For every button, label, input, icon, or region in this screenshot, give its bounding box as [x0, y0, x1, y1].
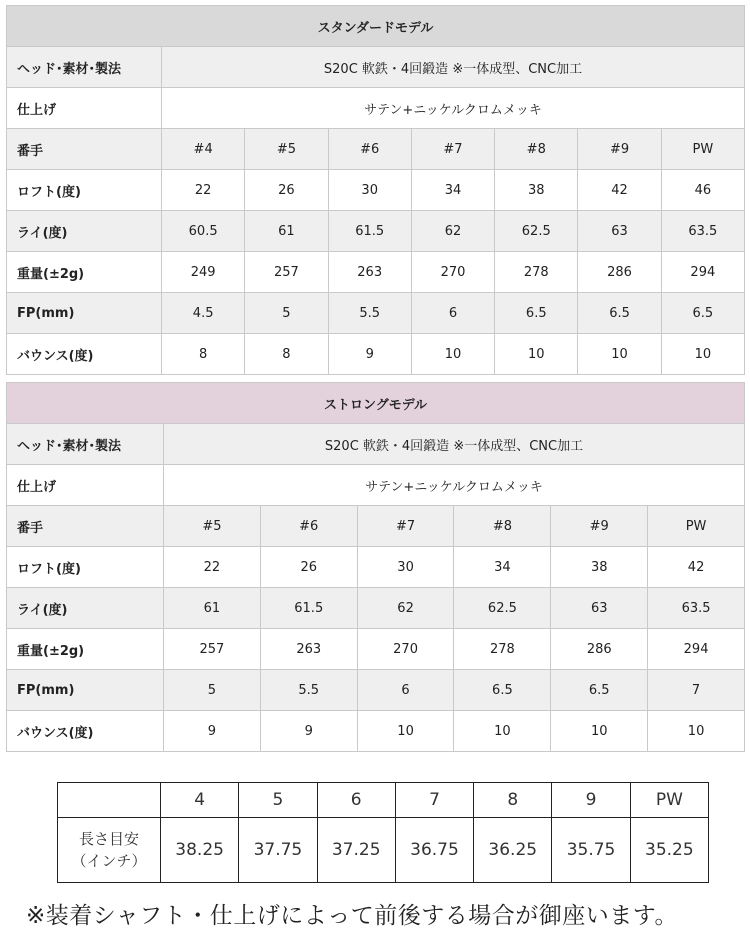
length-label-line1: 長さ目安 [78, 830, 139, 848]
length-label [58, 818, 161, 883]
table-cell: 61.5 [328, 211, 411, 252]
row-label: バウンス(度) [7, 711, 164, 752]
table-cell: 26 [260, 547, 357, 588]
length-value-row [58, 818, 709, 883]
shaft-length-table [57, 782, 709, 883]
table-cell: 8 [162, 334, 245, 375]
table-cell: 10 [411, 334, 494, 375]
row-label: FP(mm) [7, 293, 162, 334]
head-material-value: S20C 軟鉄・4回鍛造 ※一体成型、CNC加工 [164, 424, 745, 465]
row-label: FP(mm) [7, 670, 164, 711]
table-row [7, 588, 745, 629]
table-cell: 286 [578, 252, 661, 293]
standard-model-table [6, 5, 745, 375]
table-cell: 278 [495, 252, 578, 293]
table-cell: 22 [162, 170, 245, 211]
row-label: ロフト(度) [7, 170, 162, 211]
table-cell: #5 [164, 506, 261, 547]
table-cell: #5 [245, 129, 328, 170]
table-cell: #4 [162, 129, 245, 170]
table-cell: 26 [245, 170, 328, 211]
table-cell: 63 [578, 211, 661, 252]
table-row [7, 547, 745, 588]
head-material-row [7, 47, 745, 88]
head-material-value: S20C 軟鉄・4回鍛造 ※一体成型、CNC加工 [162, 47, 745, 88]
row-label: ライ(度) [7, 588, 164, 629]
footnote: ※装着シャフト・仕上げによって前後する場合が御座います。 [26, 903, 678, 929]
length-value: 35.25 [630, 818, 708, 883]
corner-cell [58, 783, 161, 818]
table-cell: #6 [260, 506, 357, 547]
table-cell: 9 [164, 711, 261, 752]
table-cell: 9 [328, 334, 411, 375]
table-row [7, 293, 745, 334]
table-row [7, 252, 745, 293]
table-cell: 5 [164, 670, 261, 711]
table-cell: 42 [648, 547, 745, 588]
model-title: スタンダードモデル [7, 6, 745, 47]
table-cell: 62 [411, 211, 494, 252]
table-cell: 30 [328, 170, 411, 211]
table-cell: 38 [495, 170, 578, 211]
table-cell: #8 [454, 506, 551, 547]
table-cell: 6.5 [495, 293, 578, 334]
table-cell: 61.5 [260, 588, 357, 629]
table-cell: 6.5 [551, 670, 648, 711]
row-label: 番手 [7, 506, 164, 547]
table-cell: 270 [411, 252, 494, 293]
table-cell: 60.5 [162, 211, 245, 252]
length-value: 36.75 [395, 818, 473, 883]
table-row [7, 129, 745, 170]
row-label: 仕上げ [7, 88, 162, 129]
table-cell: #9 [551, 506, 648, 547]
row-label: 仕上げ [7, 465, 164, 506]
club-number: 7 [395, 783, 473, 818]
row-label: 重量(±2g) [7, 629, 164, 670]
club-number: 5 [239, 783, 317, 818]
table-cell: 5 [245, 293, 328, 334]
table-cell: 10 [648, 711, 745, 752]
table-cell: 34 [454, 547, 551, 588]
table-cell: 62.5 [495, 211, 578, 252]
table-cell: 278 [454, 629, 551, 670]
table-cell: 38 [551, 547, 648, 588]
table-row [7, 334, 745, 375]
table-cell: 263 [328, 252, 411, 293]
row-label: 番手 [7, 129, 162, 170]
table-row [7, 506, 745, 547]
table-cell: 34 [411, 170, 494, 211]
table-cell: #6 [328, 129, 411, 170]
table-cell: 5.5 [328, 293, 411, 334]
table-cell: PW [648, 506, 745, 547]
table-cell: 46 [661, 170, 744, 211]
table-cell: 10 [661, 334, 744, 375]
table-cell: 62.5 [454, 588, 551, 629]
club-number: 4 [161, 783, 239, 818]
row-label: ヘッド･素材･製法 [7, 47, 162, 88]
length-label-line2: （インチ） [71, 852, 147, 870]
club-number: 6 [317, 783, 395, 818]
table-cell: 270 [357, 629, 454, 670]
row-label: ヘッド･素材･製法 [7, 424, 164, 465]
table-cell: 257 [164, 629, 261, 670]
length-value: 37.25 [317, 818, 395, 883]
table-cell: 263 [260, 629, 357, 670]
length-value: 35.75 [552, 818, 630, 883]
length-value: 37.75 [239, 818, 317, 883]
row-label: ライ(度) [7, 211, 162, 252]
row-label: バウンス(度) [7, 334, 162, 375]
length-value: 36.25 [474, 818, 552, 883]
table-cell: 4.5 [162, 293, 245, 334]
table-cell: #9 [578, 129, 661, 170]
finish-value: サテン+ニッケルクロムメッキ [164, 465, 745, 506]
table-row [7, 211, 745, 252]
table-row [7, 670, 745, 711]
table-row [7, 629, 745, 670]
table-cell: 10 [454, 711, 551, 752]
club-number: 9 [552, 783, 630, 818]
table-cell: #8 [495, 129, 578, 170]
table-cell: 63.5 [661, 211, 744, 252]
table-cell: 6.5 [578, 293, 661, 334]
table-cell: #7 [411, 129, 494, 170]
finish-row [7, 88, 745, 129]
length-header-row [58, 783, 709, 818]
table-cell: 6.5 [454, 670, 551, 711]
table-cell: 294 [661, 252, 744, 293]
table-cell: 6 [411, 293, 494, 334]
table-cell: 30 [357, 547, 454, 588]
table-cell: 7 [648, 670, 745, 711]
strong-model-table [6, 382, 745, 752]
table-cell: 8 [245, 334, 328, 375]
table-cell: 10 [495, 334, 578, 375]
table-cell: 61 [164, 588, 261, 629]
table-cell: 294 [648, 629, 745, 670]
table-cell: PW [661, 129, 744, 170]
table-cell: 249 [162, 252, 245, 293]
table-cell: #7 [357, 506, 454, 547]
finish-row [7, 465, 745, 506]
finish-value: サテン+ニッケルクロムメッキ [162, 88, 745, 129]
table-row [7, 170, 745, 211]
length-value: 38.25 [161, 818, 239, 883]
title-row [7, 383, 745, 424]
table-cell: 286 [551, 629, 648, 670]
head-material-row [7, 424, 745, 465]
row-label: 重量(±2g) [7, 252, 162, 293]
table-cell: 6 [357, 670, 454, 711]
table-cell: 22 [164, 547, 261, 588]
club-number: PW [630, 783, 708, 818]
model-title: ストロングモデル [7, 383, 745, 424]
table-cell: 257 [245, 252, 328, 293]
table-cell: 5.5 [260, 670, 357, 711]
table-cell: 63.5 [648, 588, 745, 629]
row-label: ロフト(度) [7, 547, 164, 588]
table-cell: 6.5 [661, 293, 744, 334]
table-cell: 62 [357, 588, 454, 629]
club-number: 8 [474, 783, 552, 818]
title-row [7, 6, 745, 47]
table-cell: 63 [551, 588, 648, 629]
table-row [7, 711, 745, 752]
table-cell: 42 [578, 170, 661, 211]
table-cell: 10 [578, 334, 661, 375]
table-cell: 61 [245, 211, 328, 252]
table-cell: 10 [357, 711, 454, 752]
table-cell: 10 [551, 711, 648, 752]
table-cell: 9 [260, 711, 357, 752]
